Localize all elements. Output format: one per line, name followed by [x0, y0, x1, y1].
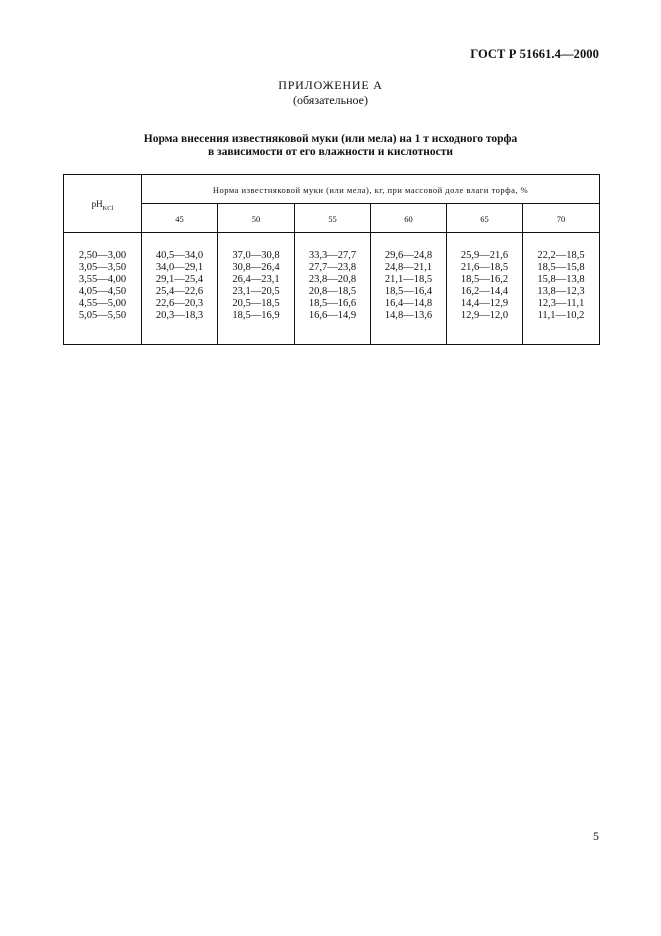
appendix-status: (обязательное)	[293, 93, 368, 107]
norm-cell-50: 37,0—30,8 30,8—26,4 26,4—23,1 23,1—20,5 20,5—18,5 18,5—16,9	[232, 250, 280, 321]
appendix-heading	[0, 78, 661, 108]
ph-header	[64, 198, 141, 215]
document-code: ГОСТ Р 51661.4—2000	[470, 47, 599, 61]
moisture-col-55: 55	[328, 214, 337, 224]
moisture-col-65: 65	[480, 214, 489, 224]
moisture-col-45: 45	[175, 214, 184, 224]
moisture-col-60: 60	[404, 214, 413, 224]
moisture-col-50: 50	[251, 214, 261, 224]
ph-label: pH	[91, 199, 103, 209]
norm-cell-45: 40,5—34,0 34,0—29,1 29,1—25,4 25,4—22,6 22,6—20,3 20,3—18,3	[155, 250, 204, 321]
lime-norm-table	[63, 174, 600, 345]
ph-ranges-cell: 2,50—3,00 3,05—3,50 3,55—4,00 4,05—4,50 4,55—5,00 5,05—5,50	[78, 250, 127, 321]
norm-cell-60: 29,6—24,8 24,8—21,1 21,1—18,5 18,5—16,4 16,4—14,8 14,8—13,6	[384, 250, 433, 321]
moisture-spanning-header: Норма известняковой муки (или мела), кг, при массовой доле влаги торфа, %	[212, 185, 529, 195]
ph-subscript: KCl	[102, 204, 114, 212]
appendix-title: ПРИЛОЖЕНИЕ А	[278, 78, 383, 92]
page-number: 5	[593, 829, 599, 843]
norm-cell-70: 22,2—18,5 18,5—15,8 15,8—13,8 13,8—12,3 12,3—11,1 11,1—10,2	[537, 250, 585, 321]
norm-cell-55: 33,3—27,7 27,7—23,8 23,8—20,8 20,8—18,5 18,5—16,6 16,6—14,9	[308, 250, 357, 321]
caption-line-2: в зависимости от его влажности и кислотности	[207, 146, 454, 158]
caption-line-1: Норма внесения известняковой муки (или мела) на 1 т исходного торфа	[143, 133, 518, 145]
norm-cell-65: 25,9—21,6 21,6—18,5 18,5—16,2 16,2—14,4 14,4—12,9 12,9—12,0	[460, 250, 509, 321]
moisture-col-70: 70	[556, 214, 566, 224]
table-caption	[0, 133, 661, 159]
body-divider	[64, 232, 599, 233]
